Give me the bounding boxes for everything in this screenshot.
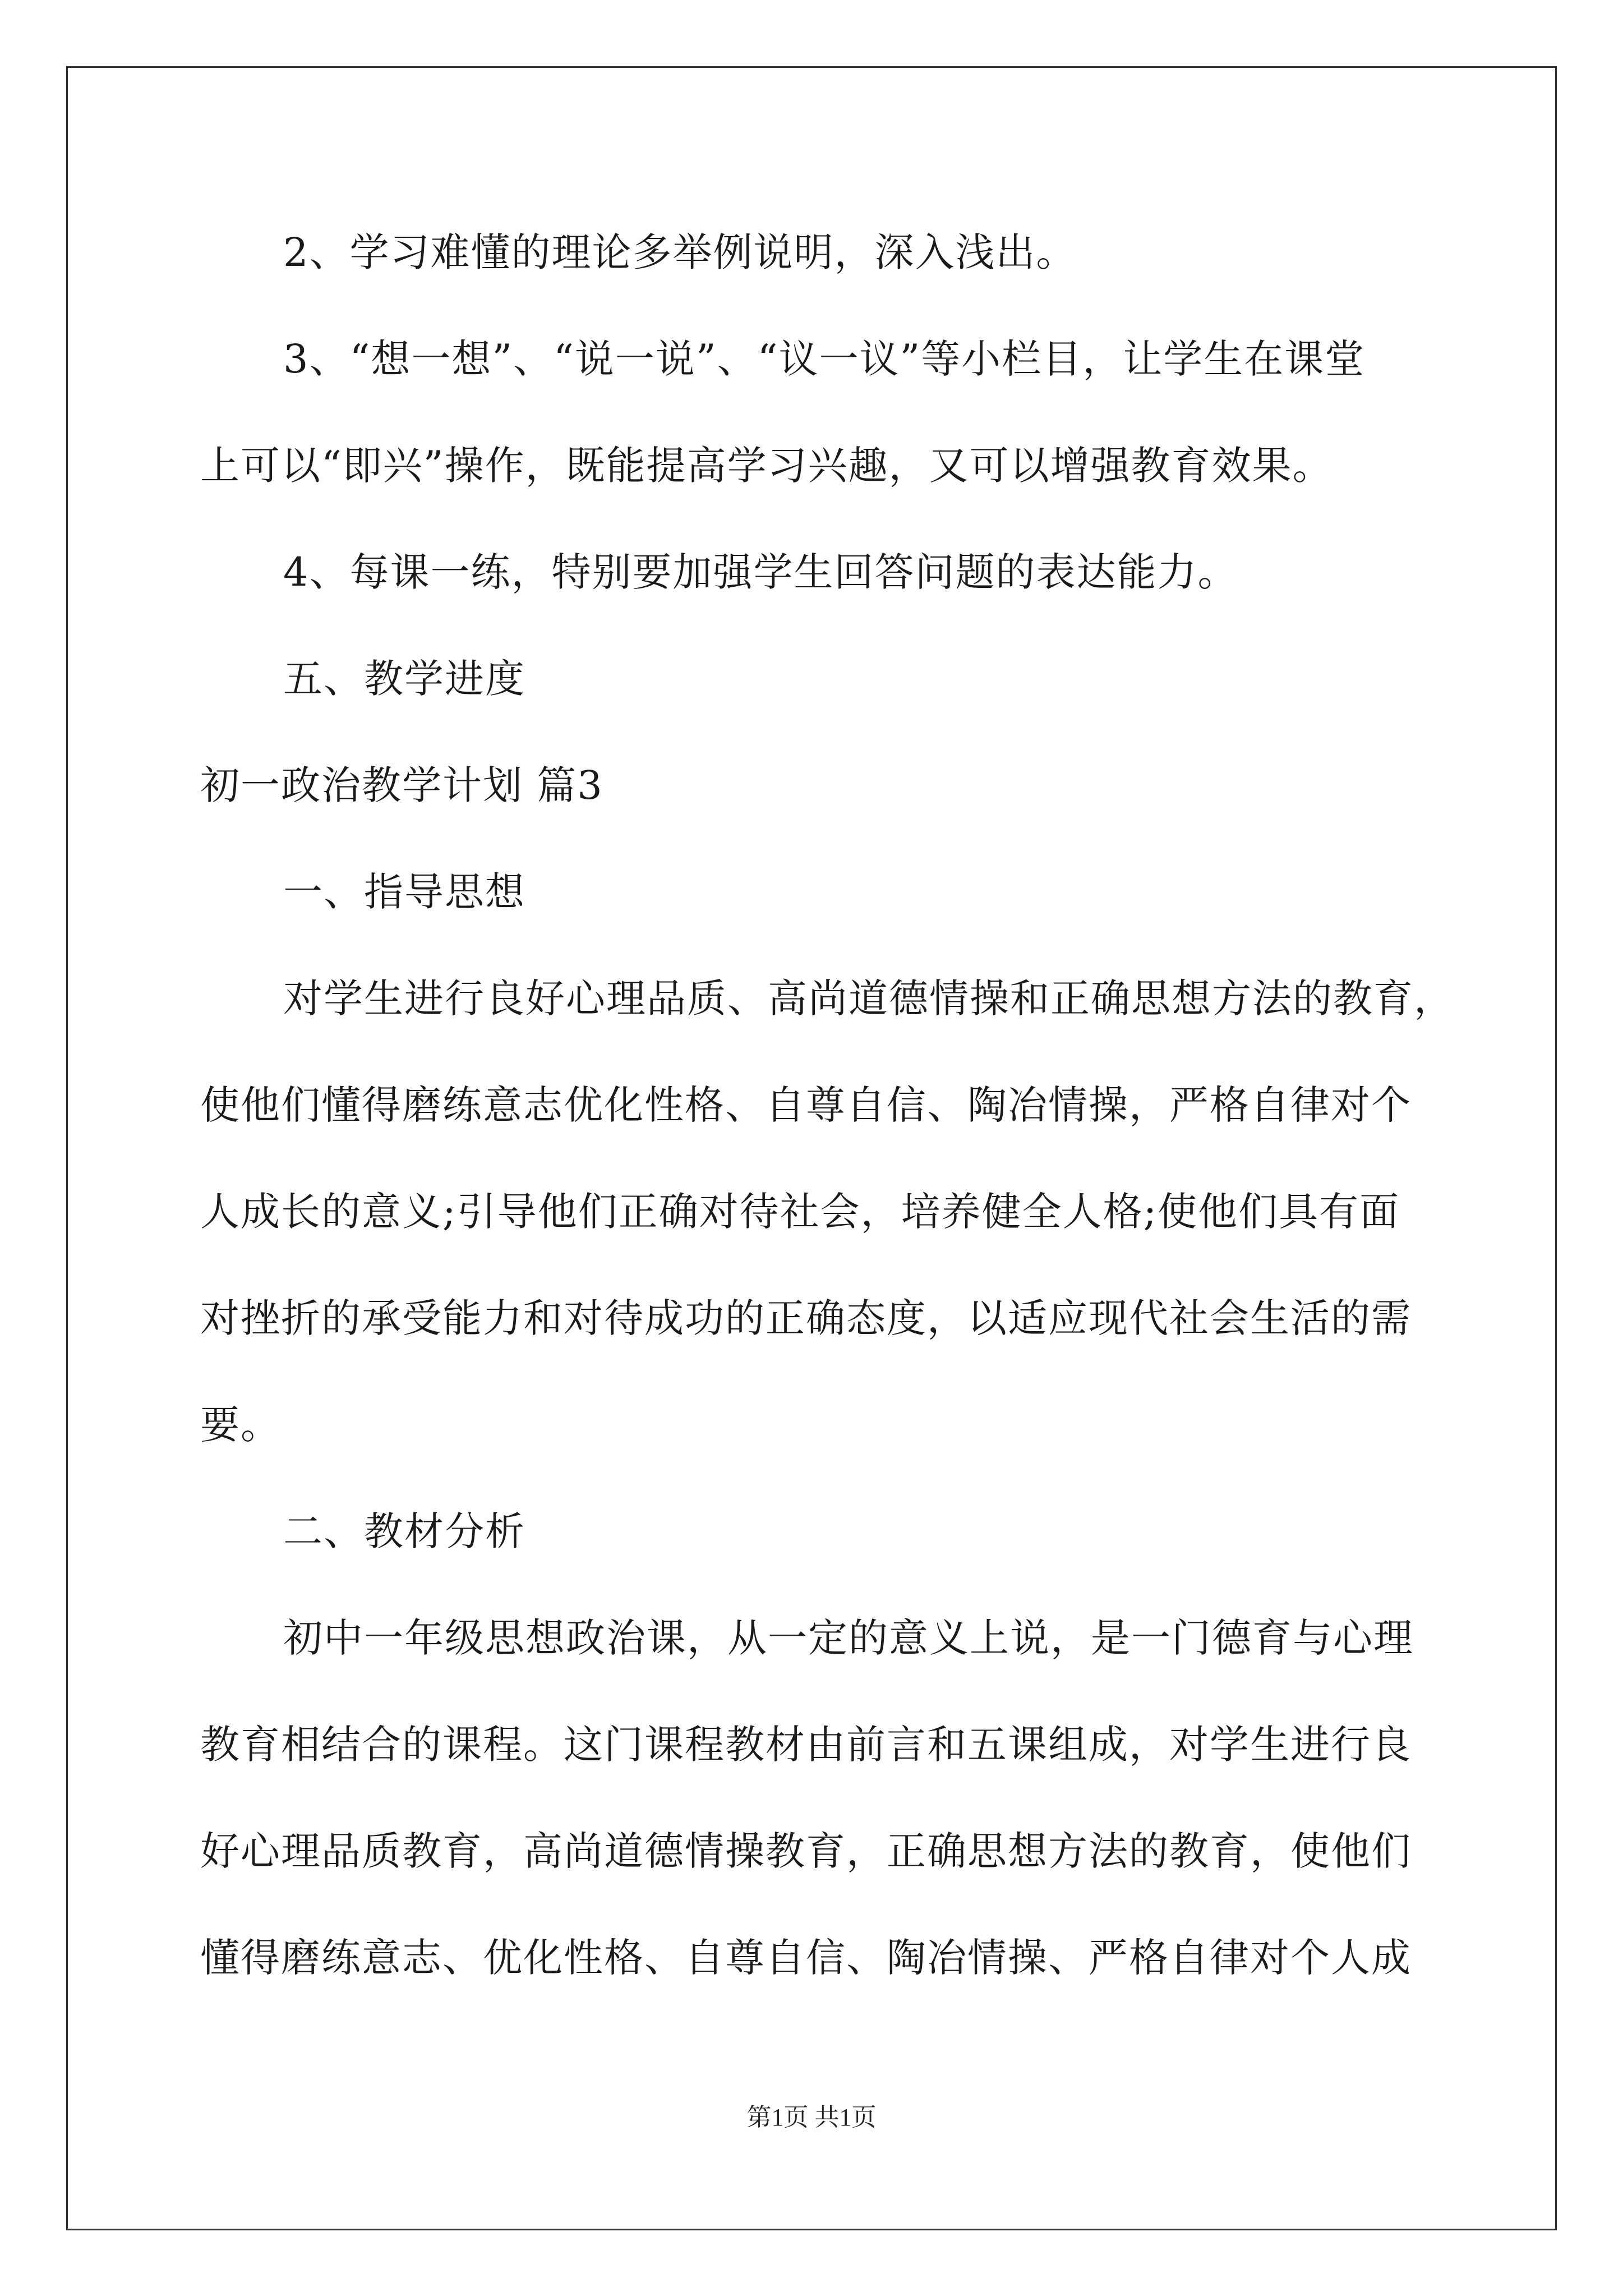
section-heading: 五、教学进度 (283, 656, 525, 702)
page-border (66, 66, 1557, 2230)
paragraph-line: 好心理品质教育，高尚道德情操教育，正确思想方法的教育，使他们 (200, 1828, 1412, 1874)
paragraph-line: 上可以“即兴”操作，既能提高学习兴趣，又可以增强教育效果。 (200, 443, 1333, 489)
paragraph-line: 人成长的意义;引导他们正确对待社会，培养健全人格;使他们具有面 (200, 1189, 1400, 1235)
paragraph-line: 教育相结合的课程。这门课程教材由前言和五课组成，对学生进行良 (200, 1722, 1412, 1768)
section-heading: 一、指导思想 (283, 869, 525, 915)
page-footer: 第1页 共1页 (746, 2104, 877, 2131)
paragraph-line: 4、每课一练，特别要加强学生回答问题的表达能力。 (283, 549, 1238, 595)
paragraph-line: 懂得磨练意志、优化性格、自尊自信、陶冶情操、严格自律对个人成 (200, 1935, 1412, 1981)
section-heading: 二、教材分析 (283, 1508, 525, 1554)
paragraph-line: 对挫折的承受能力和对待成功的正确态度，以适应现代社会生活的需 (200, 1295, 1412, 1341)
paragraph-line: 使他们懂得磨练意志优化性格、自尊自信、陶冶情操，严格自律对个 (200, 1082, 1412, 1128)
paragraph-line: 3、“想一想”、“说一说”、“议一议”等小栏目，让学生在课堂 (283, 336, 1366, 382)
paragraph-line: 2、学习难懂的理论多举例说明，深入浅出。 (283, 229, 1077, 275)
paragraph-line: 对学生进行良好心理品质、高尚道德情操和正确思想方法的教育， (283, 976, 1454, 1022)
paragraph-line: 初中一年级思想政治课，从一定的意义上说，是一门德育与心理 (283, 1615, 1414, 1661)
paragraph-line: 要。 (200, 1402, 281, 1448)
document-title: 初一政治教学计划 篇3 (200, 762, 603, 808)
